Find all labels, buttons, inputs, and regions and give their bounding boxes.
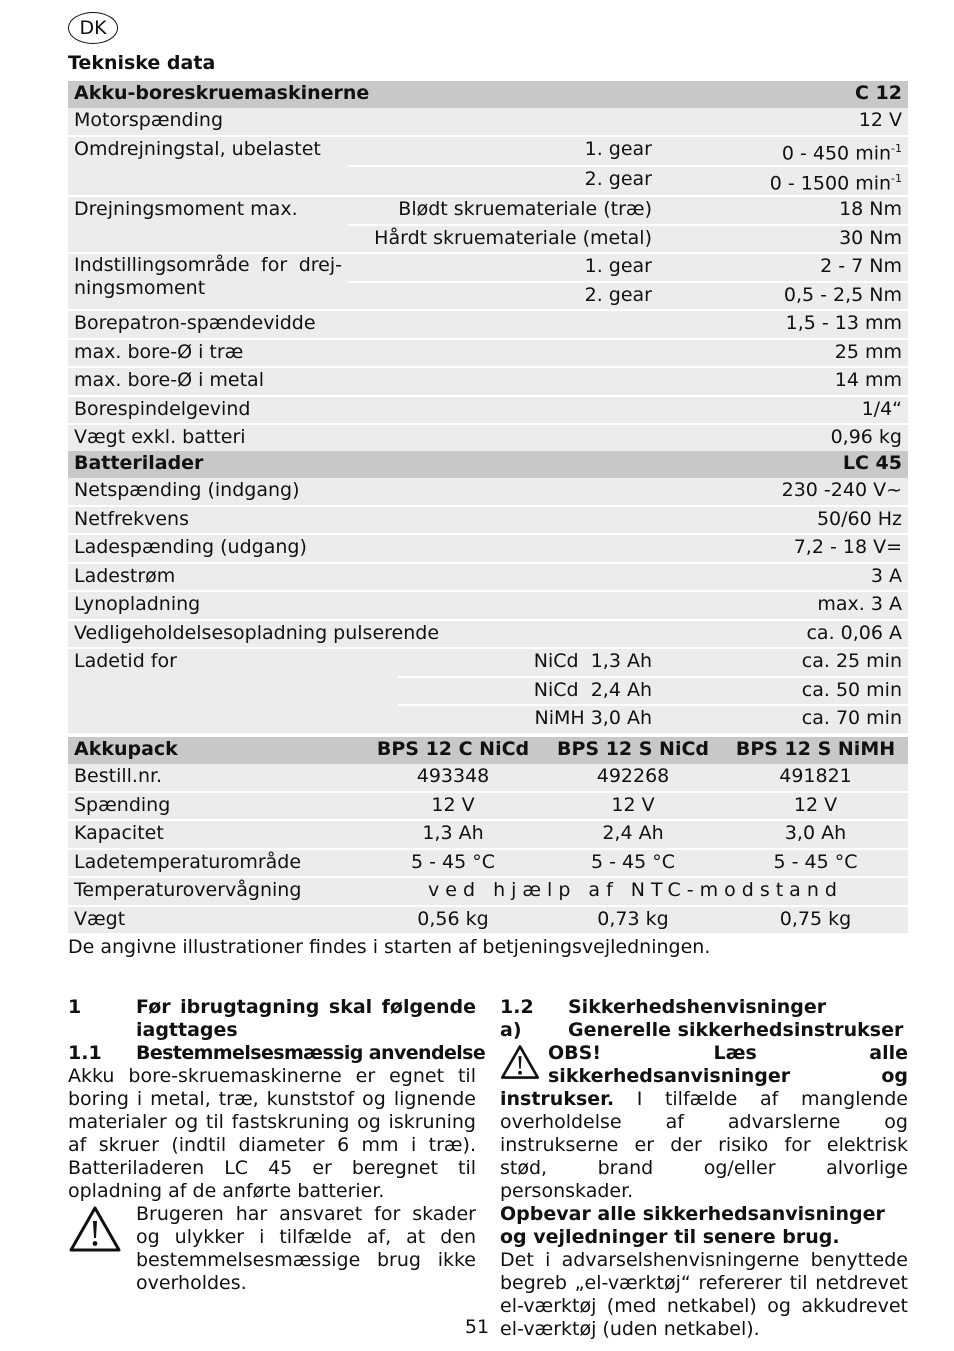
table-row: Netfrekvens 50/60 Hz [68, 506, 908, 535]
section-heading-a: a) Generelle sikkerhedsinstrukser [500, 1019, 904, 1041]
warning-triangle-icon [68, 1205, 122, 1253]
warning-block [68, 1203, 476, 1295]
table-row: 2. gear 0,5 - 2,5 Nm [68, 282, 908, 311]
table-row: Vægt exkl. batteri 0,96 kg [68, 424, 908, 453]
power-tool-definition: Det i advarselshenvisningerne benyttede begreb „el-værktøj“ refererer til netdrevet el-værktøj (med netkabel) og akkudrevet el-værktøj (uden netkabel). [500, 1249, 908, 1340]
language-badge: DK [68, 12, 118, 44]
drill-spec-table [68, 81, 908, 454]
table-row: Borepatron-spændevidde 1,5 - 13 mm [68, 310, 908, 339]
table-header: Akkupack BPS 12 C NiCd BPS 12 S NiCd BPS 12 S NiMH [68, 737, 908, 764]
table-row: 2. gear 0 - 1500 $\min^{-1}$ [68, 166, 908, 196]
charger-spec-table [68, 451, 908, 735]
table-row: max. bore-Ø i træ 25 mm [68, 339, 908, 368]
table-row: Omdrejningstal, ubelastet 1. gear 0 - 450 $\min^{-1}$ [68, 136, 908, 166]
table-row: Ladetid for NiCd 1,3 Ah ca. 25 min [68, 648, 908, 677]
warning-text: Brugeren har ansvaret for skader og ulykker i tilfælde af, at den bestemmelsesmæssige brug ikke overholdes. [136, 1203, 476, 1294]
keep-instructions-text: Opbevar alle sikkerhedsanvisninger og vejledninger til senere brug. [500, 1203, 885, 1248]
table-row: Vægt 0,56 kg 0,73 kg 0,75 kg [68, 906, 908, 935]
right-column [500, 996, 908, 1341]
section-heading-1: 1 Før ibrugtagning skal følgende iagttages [68, 996, 476, 1041]
safety-warning-text: I tilfælde af manglende overholdelse af advarslerne og instrukserne er der risiko for elektrisk stød, brand og/eller alvorlige personskader. [500, 1088, 908, 1202]
safety-warning-bold: OBS! Læs alle sikkerhedsanvisninger og instrukser. [500, 1042, 908, 1110]
table-row: Borespindelgevind 1/4“ [68, 396, 908, 425]
warning-triangle-icon [500, 1043, 540, 1081]
illustration-note: De angivne illustrationer findes i starten af betjeningsvejledningen. [68, 936, 711, 958]
section-heading-1-1: 1.1 Bestemmelsesmæssig anvendelse [68, 1042, 486, 1064]
table-row: Ladespænding (udgang) 7,2 - 18 V= [68, 534, 908, 563]
page-title: Tekniske data [68, 52, 216, 74]
table-row: Kapacitet 1,3 Ah 2,4 Ah 3,0 Ah [68, 820, 908, 849]
table-row: NiCd 2,4 Ah ca. 50 min [68, 677, 908, 706]
table-header: Akku-boreskruemaskinerne C 12 [68, 81, 908, 108]
page-number: 51 [464, 1316, 490, 1338]
table-row: Motorspænding 12 V [68, 108, 908, 136]
table-row: Spænding 12 V 12 V 12 V [68, 792, 908, 821]
table-row: max. bore-Ø i metal 14 mm [68, 367, 908, 396]
table-row: Vedligeholdelsesopladning pulserende ca. 0,06 A [68, 620, 908, 649]
safety-warning-block [500, 1042, 908, 1203]
table-row: Temperaturovervågning ved hjælp af NTC-modstand [68, 877, 908, 906]
table-row: Ladetemperaturområde 5 - 45 °C 5 - 45 °C 5 - 45 °C [68, 849, 908, 878]
intended-use-text: Akku bore-skruemaskinerne er egnet til boring i metal, træ, kunststof og lignende materialer og til fastskruning og iskruning af skruer (indtil diameter 6 mm i træ). Batteriladeren LC 45 er beregnet til opladning af de anførte batterier. [68, 1065, 476, 1202]
table-row: Bestill.nr. 493348 492268 491821 [68, 764, 908, 792]
table-row: Lynopladning max. 3 A [68, 591, 908, 620]
table-row: NiMH 3,0 Ah ca. 70 min [68, 705, 908, 734]
table-row: Drejningsmoment max. Blødt skruemateriale (træ) 18 Nm [68, 196, 908, 225]
left-column [68, 996, 486, 1295]
section-heading-1-2: 1.2 Sikkerhedshenvisninger [500, 996, 827, 1018]
table-row: Ladestrøm 3 A [68, 563, 908, 592]
table-row: Netspænding (indgang) 230 -240 V~ [68, 478, 908, 506]
table-row: Hårdt skruemateriale (metal) 30 Nm [68, 225, 908, 254]
table-row: Indstillingsområde for drej-ningsmoment 1. gear 2 - 7 Nm [68, 253, 908, 282]
table-header: Batterilader LC 45 [68, 451, 908, 478]
battery-spec-table [68, 737, 908, 935]
